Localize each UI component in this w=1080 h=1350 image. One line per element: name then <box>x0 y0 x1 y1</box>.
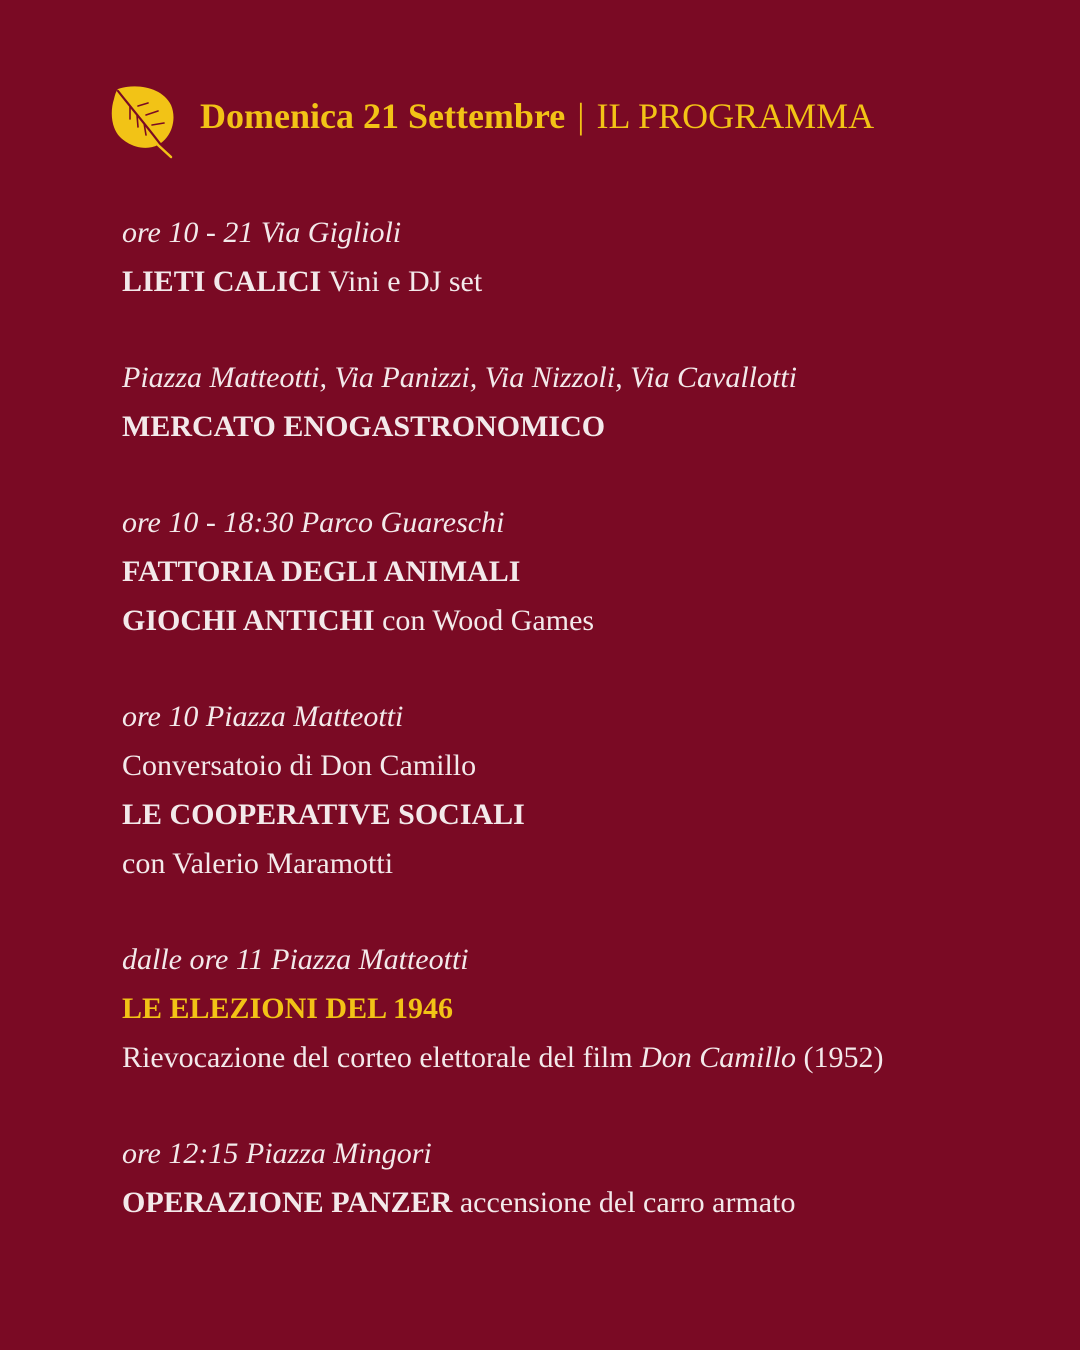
leaf-icon <box>108 81 178 159</box>
program-list <box>122 208 1022 1274</box>
event-description: Vini e DJ set <box>321 265 483 298</box>
event-when: ore 10 Piazza Matteotti <box>122 700 404 733</box>
event-mercato <box>122 353 1022 451</box>
event-when: dalle ore 11 Piazza Matteotti <box>122 943 469 976</box>
event-when: ore 12:15 Piazza Mingori <box>122 1137 432 1170</box>
event-when: ore 10 - 18:30 Parco Guareschi <box>122 506 505 539</box>
event-parco-guareschi <box>122 498 1022 645</box>
event-when: ore 10 - 21 Via Giglioli <box>122 216 402 249</box>
event-intro: Conversatoio di Don Camillo <box>122 749 477 782</box>
event-elezioni <box>122 935 1022 1082</box>
event-title: LIETI CALICI <box>122 265 322 298</box>
event-title: LE ELEZIONI DEL 1946 <box>122 992 453 1025</box>
event-description: con Valerio Maramotti <box>122 847 394 880</box>
event-description <box>122 1033 1022 1082</box>
film-title: Don Camillo <box>640 1041 796 1074</box>
event-when: Piazza Matteotti, Via Panizzi, Via Nizzoli, Via Cavallotti <box>122 361 797 394</box>
event-cooperative <box>122 692 1022 888</box>
header-separator: | <box>577 96 585 136</box>
event-description: accensione del carro armato <box>452 1186 796 1219</box>
header-program-title: IL PROGRAMMA <box>596 96 875 136</box>
event-title: LE COOPERATIVE SOCIALI <box>122 798 525 831</box>
event-line <box>122 257 1022 306</box>
event-title: OPERAZIONE PANZER <box>122 1186 453 1219</box>
header-title <box>200 98 874 134</box>
event-description: con Wood Games <box>374 604 595 637</box>
header-date: Domenica 21 Settembre <box>200 96 566 136</box>
event-title: MERCATO ENOGASTRONOMICO <box>122 410 606 443</box>
event-line <box>122 1178 1022 1227</box>
event-description-year: (1952) <box>795 1041 884 1074</box>
event-line <box>122 596 1022 645</box>
event-title: FATTORIA DEGLI ANIMALI <box>122 555 521 588</box>
event-panzer <box>122 1129 1022 1227</box>
event-title: GIOCHI ANTICHI <box>122 604 375 637</box>
event-lieti-calici <box>122 208 1022 306</box>
event-description-text: Rievocazione del corteo elettorale del film <box>122 1041 641 1074</box>
header <box>108 82 874 158</box>
